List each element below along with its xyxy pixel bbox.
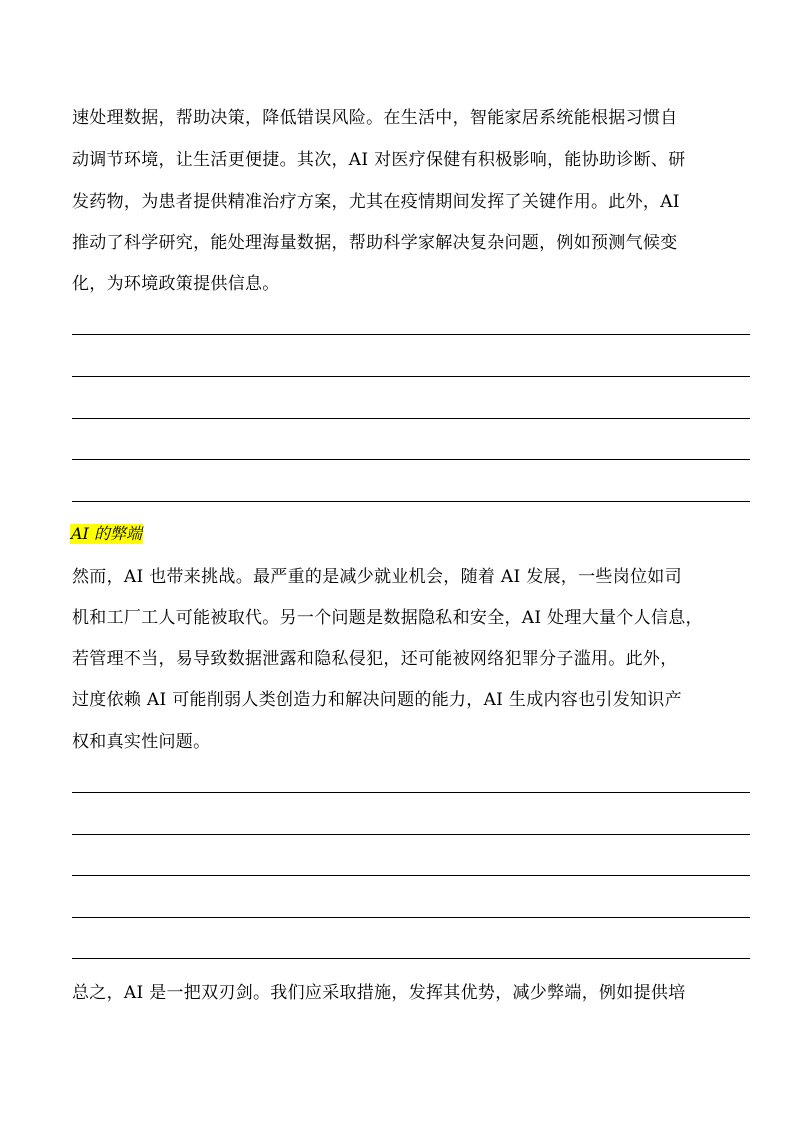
writing-rule xyxy=(72,834,750,835)
paragraph-line: 若管理不当，易导致数据泄露和隐私侵犯，还可能被网络犯罪分子滥用。此外， xyxy=(72,649,678,669)
paragraph-line: 推动了科学研究，能处理海量数据，帮助科学家解决复杂问题，例如预测气候变 xyxy=(72,233,678,253)
writing-rule xyxy=(72,501,750,502)
paragraph-line: 速处理数据，帮助决策，降低错误风险。在生活中，智能家居系统能根据习惯自 xyxy=(72,108,678,128)
paragraph-line: 过度依赖 AI 可能削弱人类创造力和解决问题的能力，AI 生成内容也引发知识产 xyxy=(72,690,682,710)
paragraph-line: 权和真实性问题。 xyxy=(72,732,211,752)
paragraph-line: 动调节环境，让生活更便捷。其次，AI 对医疗保健有积极影响，能协助诊断、研 xyxy=(72,150,686,170)
writing-rule xyxy=(72,334,750,335)
writing-rule xyxy=(72,376,750,377)
paragraph-line: 然而，AI 也带来挑战。最严重的是减少就业机会，随着 AI 发展，一些岗位如司 xyxy=(72,567,682,587)
writing-rule xyxy=(72,917,750,918)
paragraph-line: 化，为环境政策提供信息。 xyxy=(72,274,280,294)
writing-rule xyxy=(72,418,750,419)
writing-rule xyxy=(72,792,750,793)
paragraph-line: 机和工厂工人可能被取代。另一个问题是数据隐私和安全，AI 处理大量个人信息， xyxy=(72,608,703,628)
writing-rule xyxy=(72,875,750,876)
paragraph-line: 总之，AI 是一把双刃剑。我们应采取措施，发挥其优势，减少弊端，例如提供培 xyxy=(72,983,686,1003)
paragraph-line: 发药物，为患者提供精准治疗方案，尤其在疫情期间发挥了关键作用。此外，AI xyxy=(72,192,680,212)
writing-rule xyxy=(72,958,750,959)
writing-rule xyxy=(72,459,750,460)
section-heading-drawbacks: AI 的弊端 xyxy=(71,524,142,543)
